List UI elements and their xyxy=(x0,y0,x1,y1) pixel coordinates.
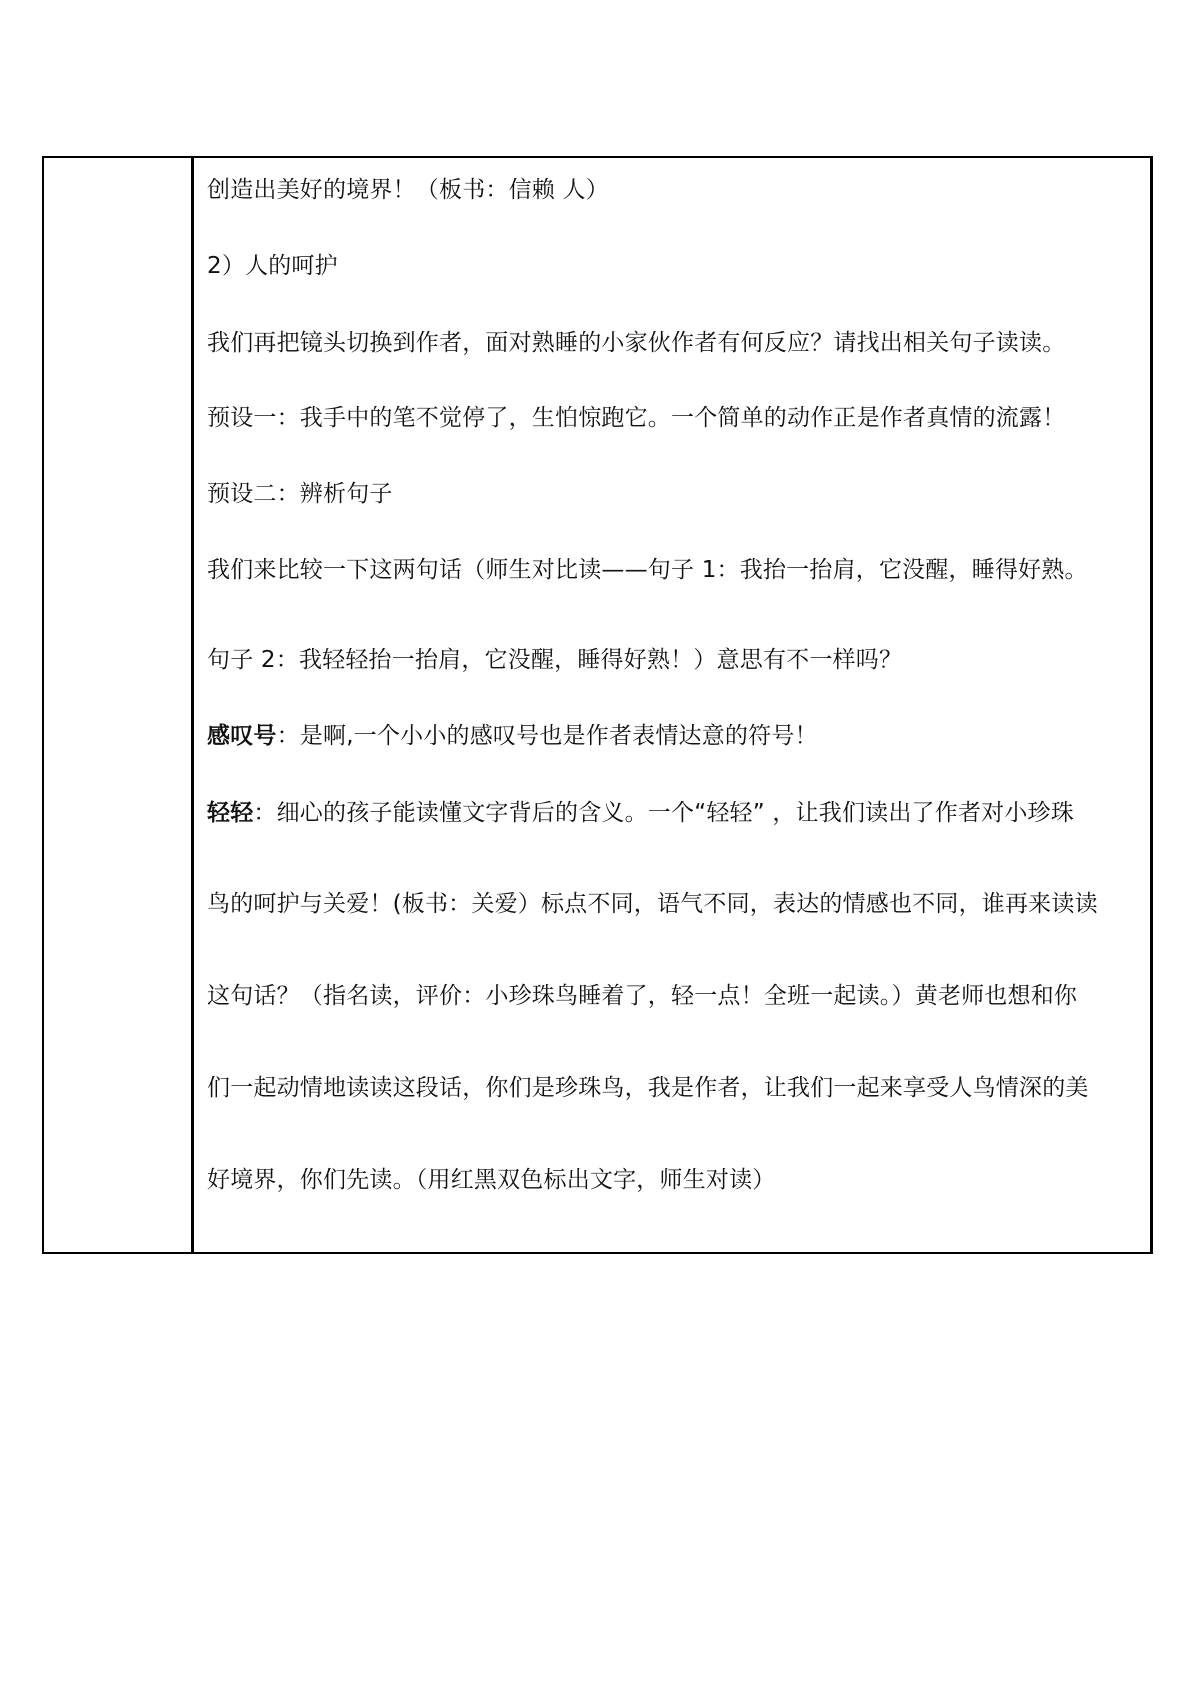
paragraph-line: 创造出美好的境界！（板书：信赖 人） xyxy=(207,177,609,203)
paragraph-line: 预设二：辨析句子 xyxy=(207,481,393,507)
left-column-cell xyxy=(44,158,194,1252)
paragraph-line: 好境界，你们先读。（用红黑双色标出文字，师生对读） xyxy=(207,1167,776,1193)
paragraph-line: 句子 2：我轻轻抬一抬肩，它没醒，睡得好熟！）意思有不一样吗？ xyxy=(207,647,903,673)
bold-term: 感叹号 xyxy=(207,723,277,749)
content-cell xyxy=(197,158,1150,1252)
lesson-plan-table xyxy=(42,156,1153,1254)
paragraph-line: 们一起动情地读读这段话，你们是珍珠鸟，我是作者，让我们一起来享受人鸟情深的美 xyxy=(207,1075,1089,1101)
paragraph-line: 预设一：我手中的笔不觉停了，生怕惊跑它。一个简单的动作正是作者真情的流露！ xyxy=(207,405,1066,431)
paragraph-line: 这句话？（指名读，评价：小珍珠鸟睡着了，轻一点！全班一起读。）黄老师也想和你 xyxy=(207,983,1078,1009)
paragraph-line: 我们来比较一下这两句话（师生对比读——句子 1：我抬一抬肩，它没醒，睡得好熟。 xyxy=(207,557,1088,583)
paragraph-line: 我们再把镜头切换到作者，面对熟睡的小家伙作者有何反应？请找出相关句子读读。 xyxy=(207,330,1066,356)
paragraph-line: 轻轻：细心的孩子能读懂文字背后的含义。一个“轻轻” ，让我们读出了作者对小珍珠 xyxy=(207,800,1074,826)
bold-term: 轻轻 xyxy=(207,800,254,826)
section-heading: 2）人的呵护 xyxy=(207,253,338,279)
paragraph-line: 鸟的呵护与关爱！(板书：关爱）标点不同，语气不同，表达的情感也不同，谁再来读读 xyxy=(207,891,1098,917)
paragraph-line: 感叹号：是啊,一个小小的感叹号也是作者表情达意的符号！ xyxy=(207,723,818,749)
